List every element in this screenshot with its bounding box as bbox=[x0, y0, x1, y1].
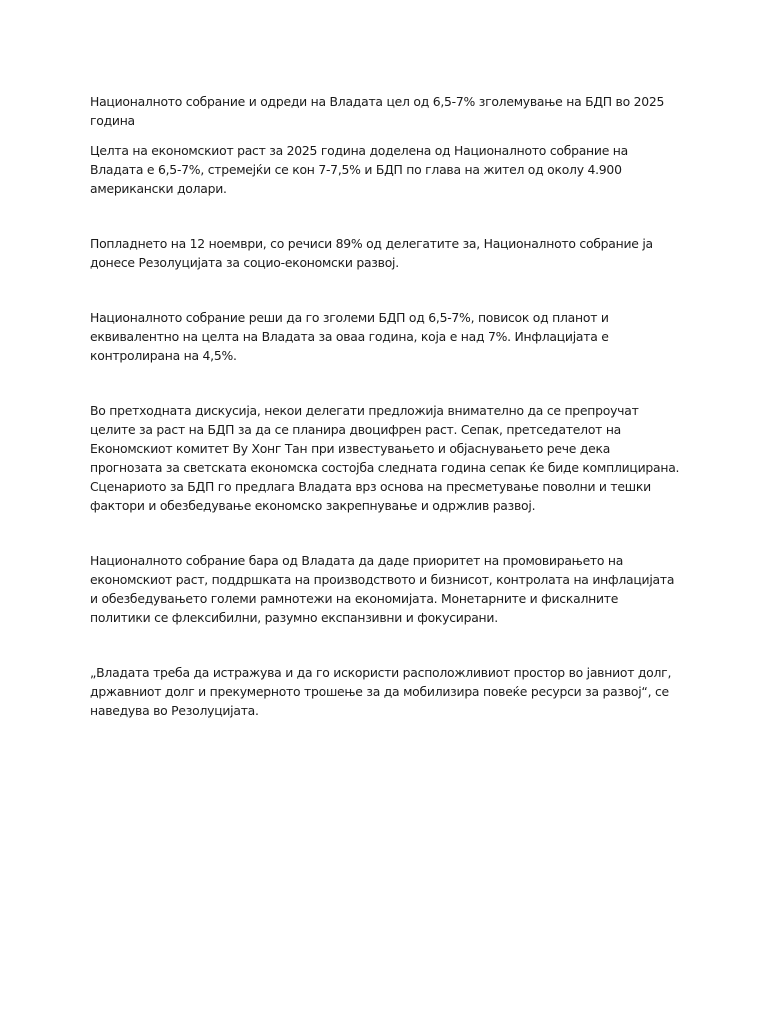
paragraph-3: Националното собрание реши да го зголеми БДП од 6,5-7%, повисок од планот и еквивалентно на целта на Владата за оваа година, која е над 7%. Инфлацијата е контролирана на 4,5%. bbox=[90, 310, 609, 363]
paragraph-5: Националното собрание бара од Владата да даде приоритет на промовирањето на економскиот раст, поддршката на производството и бизнисот, контролата на инфлацијата и обезбедувањето големи рамнотежи на економијата. Монетарните и фискалните политики се флексибилни, разумно експанзивни и фокусирани. bbox=[90, 553, 675, 625]
paragraph-1: Целта на економскиот раст за 2025 година доделена од Националното собрание на Владата е 6,5-7%, стремејќи се кон 7-7,5% и БДП по глава на жител од околу 4.900 американски долари. bbox=[90, 143, 628, 196]
paragraph-4: Во претходната дискусија, некои делегати предложија внимателно да се препроучат целите за раст на БДП за да се планира двоцифрен раст. Сепак, претседателот на Економскиот комитет Ву Хонг Тан при известувањето и објаснувањето рече дека прогнозата за светската економска состојба следната година сепак ќе биде комплицирана. Сценариото за БДП го предлага Владата врз основа на пресметување поволни и тешки фактори и обезбедување економско закрепнување и одржлив развој. bbox=[90, 403, 680, 513]
paragraph-6: „Владата треба да истражува и да го искористи расположливиот простор во јавниот долг, државниот долг и прекумерното трошење за да мобилизира повеќе ресурси за развој“, се наведува во Резолуцијата. bbox=[90, 665, 672, 718]
article-title: Националното собрание и одреди на Владата цел од 6,5-7% зголемување на БДП во 2025 година bbox=[90, 94, 665, 128]
paragraph-2: Попладнето на 12 ноември, со речиси 89% од делегатите за, Националното собрание ја донесе Резолуцијата за социо-економски развој. bbox=[90, 236, 653, 270]
document-body bbox=[90, 92, 680, 720]
